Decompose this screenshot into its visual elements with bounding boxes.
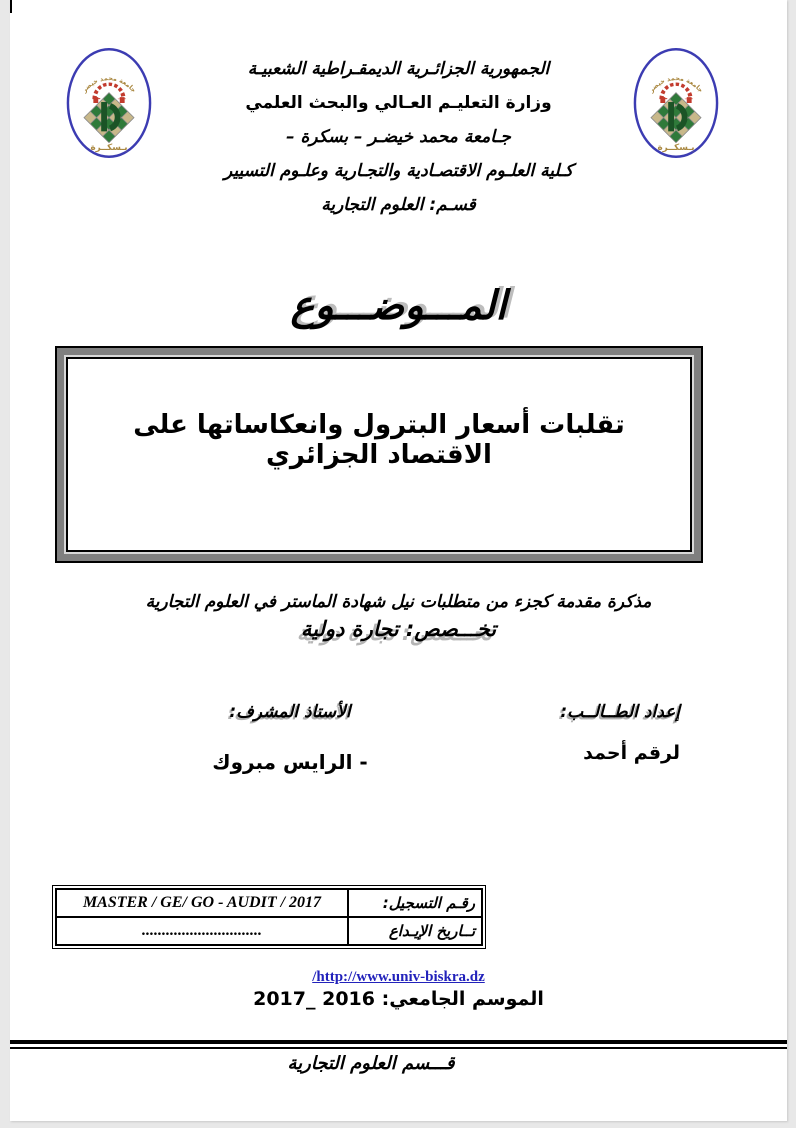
title-box xyxy=(55,346,703,563)
svg-text:جامعة محمد خيضر: جامعة محمد خيضر xyxy=(647,75,705,95)
subject-heading: المـــوضـــوع xyxy=(290,283,507,329)
deposit-date-label: تــاريخ الإيـداع xyxy=(348,917,482,945)
university-website-link[interactable]: /http://www.univ-biskra.dz xyxy=(312,969,485,985)
student-name: لرقم أحمد xyxy=(583,742,680,764)
thesis-note: مذكرة مقدمة كجزء من متطلبات نيل شهادة الماستر في العلوم التجارية xyxy=(145,592,652,612)
department-line: قسـم: العلوم التجارية xyxy=(321,195,476,215)
registration-number-value: MASTER / GE/ GO - AUDIT / 2017 xyxy=(56,889,348,917)
supervisor-block xyxy=(170,702,410,774)
registration-table xyxy=(52,885,486,949)
footer-divider xyxy=(10,1040,787,1049)
registration-number-label: رقـم التسجيل: xyxy=(348,889,482,917)
table-row xyxy=(56,889,482,917)
supervisor-name: - الرايس مبروك xyxy=(212,750,368,774)
faculty-line: كـلية العلـوم الاقتصـادية والتجـارية وعلـوم التسيير xyxy=(223,161,574,181)
student-label: إعداد الطــالــب: xyxy=(560,702,680,722)
svg-text:بـسكــرة: بـسكــرة xyxy=(657,142,695,153)
academic-year: الموسم الجامعي: 2016 _2017 xyxy=(253,988,544,1010)
thesis-title: تقلبات أسعار البترول وانعكاساتها على الاقتصاد الجزائري xyxy=(133,409,625,470)
table-row xyxy=(56,917,482,945)
deposit-date-value: .............................. xyxy=(56,917,348,945)
ministry-line: وزارة التعليـم العـالي والبحث العلمي xyxy=(245,93,552,113)
student-block xyxy=(530,702,680,764)
university-logo-icon xyxy=(65,46,153,160)
svg-text:بـسكــرة: بـسكــرة xyxy=(90,142,128,153)
document-page xyxy=(10,0,787,1121)
page-edge-mark xyxy=(10,0,12,13)
website-line xyxy=(10,966,787,986)
footer-divider-thick-line xyxy=(10,1040,787,1044)
university-logo-icon xyxy=(632,46,720,160)
specialty-line: تخـــصص: تجارة دولية xyxy=(300,617,497,641)
svg-text:جامعة محمد خيضر: جامعة محمد خيضر xyxy=(80,75,138,95)
footer-department: قـــسم العلوم التجارية xyxy=(287,1053,455,1074)
university-line: جـامعة محمد خيضـر – بسكرة – xyxy=(286,127,511,147)
supervisor-label: الأستاذ المشرف: xyxy=(229,702,351,722)
republic-line: الجمهورية الجزائـرية الديمقـراطية الشعبيـة xyxy=(247,59,550,79)
title-box-inner xyxy=(66,357,692,552)
footer-divider-thin-line xyxy=(10,1047,787,1049)
